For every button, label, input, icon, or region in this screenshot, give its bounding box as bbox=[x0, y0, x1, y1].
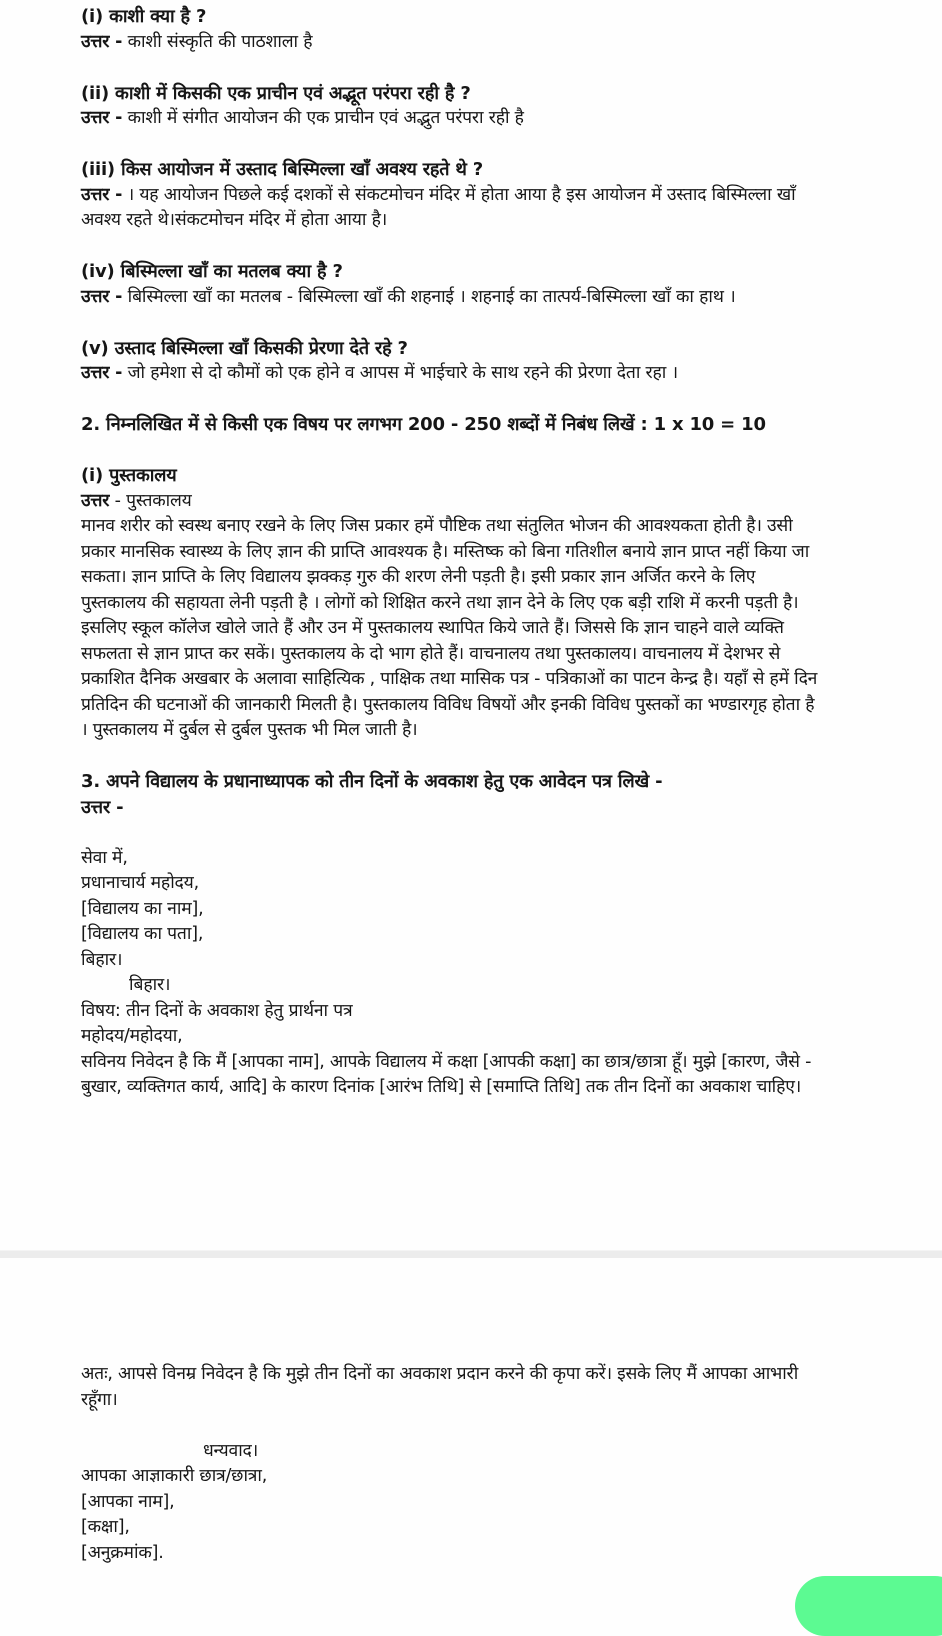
essay-answer-title bbox=[81, 489, 901, 515]
answer-label: उत्तर - bbox=[81, 31, 123, 52]
letter-closing-line: रहूँगा। bbox=[81, 1389, 118, 1410]
letter-closing-line: अतः, आपसे विनम्र निवेदन है कि मुझे तीन दिनों का अवकाश प्रदान करने की कृपा करें। इसके लिए मैं आपका आभारी bbox=[81, 1364, 798, 1384]
essay-line: । पुस्तकालय में दुर्बल से दुर्बल पुस्तक भी मिल जाती है। bbox=[81, 720, 418, 740]
signature-line: आपका आज्ञाकारी छात्र/छात्रा, bbox=[81, 1466, 268, 1486]
letter-body-line: सविनय निवेदन है कि मैं [आपका नाम], आपके विद्यालय में कक्षा [आपकी कक्षा] का छात्र/छात्रा हूँ। मुझे [कारण, जैसे - bbox=[81, 1051, 812, 1072]
answer-label: उत्तर - bbox=[81, 184, 123, 205]
answer-label: उत्तर - bbox=[81, 108, 123, 128]
answer-label: उत्तर - bbox=[81, 363, 123, 383]
essay-line: पुस्तकालय की सहायता लेनी पड़ती है । लोगों को शिक्षित करने तथा ज्ञान देने के लिए एक बड़ी राशि में करनी पड़ती है। bbox=[81, 592, 799, 613]
answer-5 bbox=[81, 361, 901, 387]
floating-action-button[interactable] bbox=[795, 1576, 942, 1636]
answer-text: जो हमेशा से दो कौमों को एक होने व आपस में भाईचारे के साथ रहने की प्रेरणा देता रहा । bbox=[122, 363, 678, 383]
address-line: सेवा में, bbox=[81, 847, 128, 868]
letter-thanks: धन्यवाद। bbox=[203, 1440, 259, 1461]
address-line-indented: बिहार। bbox=[129, 975, 171, 995]
essay-topic: (i) पुस्तकालय bbox=[81, 465, 177, 486]
essay-line: प्रकार मानसिक स्वास्थ्य के लिए ज्ञान की प्राप्ति आवश्यक है। मस्तिष्क को बिना गतिशील बनाये ज्ञान प्राप्त नहीं किया जा bbox=[81, 541, 809, 562]
essay-body bbox=[81, 514, 901, 744]
question-3: (iii) किस आयोजन में उस्ताद बिस्मिल्ला खाँ अवश्य रहते थे ? bbox=[81, 159, 483, 180]
address-line: [विद्यालय का पता], bbox=[81, 924, 204, 944]
answer-4 bbox=[81, 285, 901, 311]
answer-text: । यह आयोजन पिछले कई दशकों से संकटमोचन मंदिर में होता आया है इस आयोजन में उस्ताद बिस्मिल्ला खाँ bbox=[122, 184, 796, 205]
letter-address bbox=[81, 846, 901, 999]
signature-line: [अनुक्रमांक]. bbox=[81, 1542, 164, 1563]
answer-label: उत्तर bbox=[81, 490, 110, 511]
letter-body-line: बुखार, व्यक्तिगत कार्य, आदि] के कारण दिनांक [आरंभ तिथि] से [समाप्ति तिथि] तक तीन दिनों का अवकाश चाहिए। bbox=[81, 1077, 802, 1097]
question-2: (ii) काशी में किसकी एक प्राचीन एवं अद्भूत परंपरा रही है ? bbox=[81, 82, 471, 104]
address-line: बिहार। bbox=[81, 949, 123, 970]
essay-line: सकता। ज्ञान प्राप्ति के लिए विद्यालय झक्कड़ गुरु की शरण लेनी पड़ती है। इसी प्रकार ज्ञान अर्जित करने के लिए bbox=[81, 567, 756, 587]
answer-text: काशी संस्कृति की पाठशाला है bbox=[122, 31, 313, 52]
essay-line: इसलिए स्कूल कॉलेज खोले जाते हैं और उन में पुस्तकालय स्थापित किये जाते हैं। जिससे कि ज्ञान चाहने वाले व्यक्ति bbox=[81, 618, 784, 638]
answer-text: बिस्मिल्ला खाँ का मतलब - बिस्मिल्ला खाँ की शहनाई । शहनाई का तात्पर्य-बिस्मिल्ला खाँ का हाथ । bbox=[122, 286, 736, 307]
essay-line: प्रकाशित दैनिक अखबार के अलावा साहित्यिक , पाक्षिक तथा मासिक पत्र - पत्रिकाओं का पाटन केन्द्र है। यहाँ से हमें दिन bbox=[81, 669, 818, 689]
answer-3-continued: अवश्य रहते थे।संकटमोचन मंदिर में होता आया है। bbox=[81, 210, 388, 230]
essay-line: प्रतिदिन की घटनाओं की जानकारी मिलती है। पुस्तकालय विविध विषयों और इनकी विविध पुस्तकों का भण्डारगृह होता है bbox=[81, 694, 815, 715]
answer-3 bbox=[81, 183, 901, 209]
essay-title-text: - पुस्तकालय bbox=[109, 490, 192, 511]
question-1: (i) काशी क्या है ? bbox=[81, 6, 207, 27]
letter-answer-label: उत्तर - bbox=[81, 796, 124, 818]
essay-heading: 2. निम्नलिखित में से किसी एक विषय पर लगभग 200 - 250 शब्दों में निबंध लिखें : 1 x 10 = 10 bbox=[81, 414, 766, 435]
address-line: [विद्यालय का नाम], bbox=[81, 898, 204, 919]
letter-salutation: महोदय/महोदया, bbox=[81, 1026, 183, 1046]
essay-line: सफलता से ज्ञान प्राप्त कर सकें। पुस्तकालय के दो भाग होते हैं। वाचनालय तथा पुस्तकालय। वाचनालय में देशभर से bbox=[81, 643, 781, 664]
signature-line: [आपका नाम], bbox=[81, 1491, 175, 1512]
question-5: (v) उस्ताद बिस्मिल्ला खाँ किसकी प्रेरणा देते रहे ? bbox=[81, 337, 408, 359]
address-line: प्रधानाचार्य महोदय, bbox=[81, 873, 199, 893]
answer-label: उत्तर - bbox=[81, 286, 123, 307]
page-separator bbox=[0, 1250, 942, 1258]
signature-line: [कक्षा], bbox=[81, 1517, 130, 1537]
answer-text: काशी में संगीत आयोजन की एक प्राचीन एवं अद्भुत परंपरा रही है bbox=[122, 108, 524, 128]
answer-2 bbox=[81, 106, 901, 132]
document-page-1 bbox=[81, 4, 901, 1101]
letter-heading: 3. अपने विद्यालय के प्रधानाध्यापक को तीन दिनों के अवकाश हेतु एक आवेदन पत्र लिखे - bbox=[81, 771, 663, 792]
document-page-2 bbox=[81, 1362, 901, 1566]
question-4: (iv) बिस्मिल्ला खाँ का मतलब क्या है ? bbox=[81, 261, 343, 282]
letter-subject: विषय: तीन दिनों के अवकाश हेतु प्रार्थना पत्र bbox=[81, 1000, 353, 1021]
answer-1 bbox=[81, 30, 901, 56]
essay-line: मानव शरीर को स्वस्थ बनाए रखने के लिए जिस प्रकार हमें पौष्टिक तथा संतुलित भोजन की आवश्यकता होती है। उसी bbox=[81, 516, 793, 536]
